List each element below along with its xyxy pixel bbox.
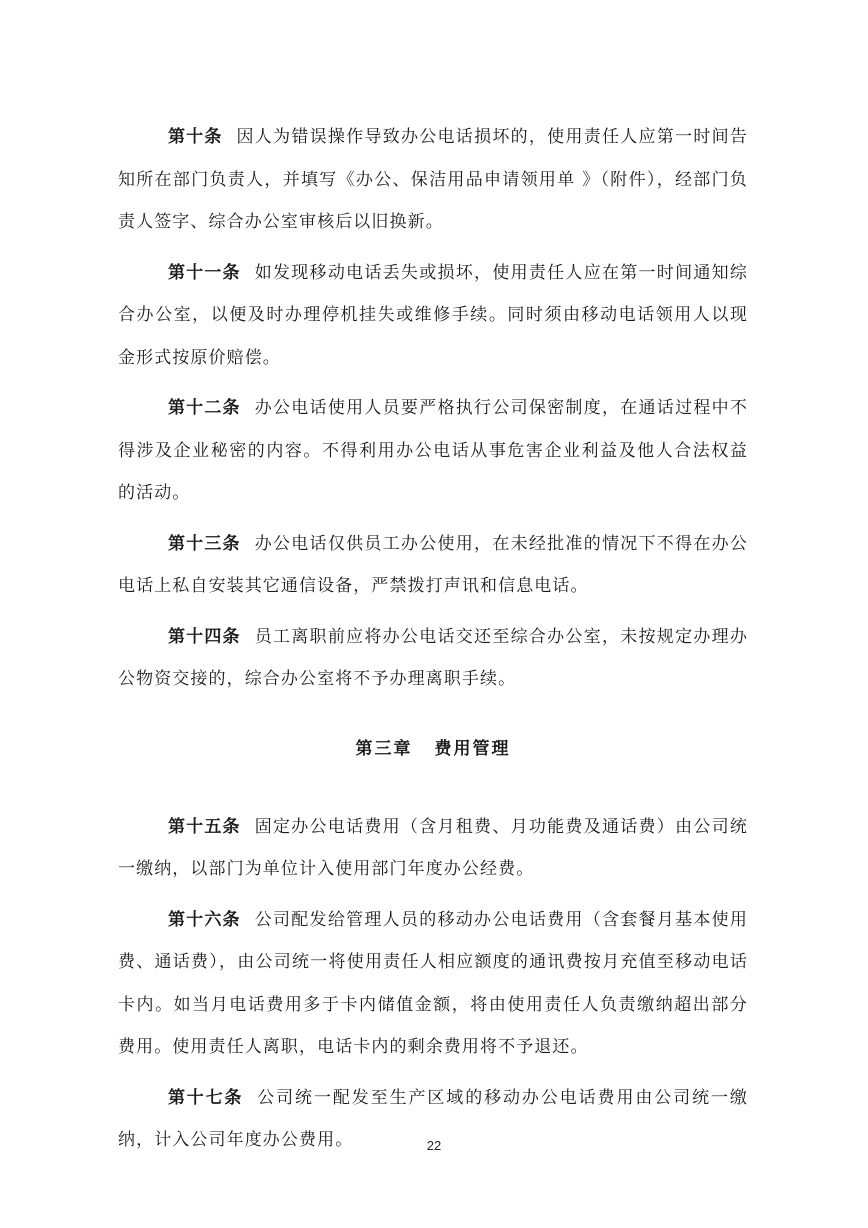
- article-text: 固定办公电话费用（含月租费、月功能费及通话费）由公司统一缴纳，以部门为单位计入使用部门年度办公经费。: [118, 816, 749, 879]
- page-number: 22: [426, 1138, 442, 1153]
- article-13: [118, 523, 748, 608]
- article-number: 第十二条: [168, 398, 241, 418]
- article-text: 公司统一配发至生产区域的移动办公电话费用由公司统一缴纳，计入公司年度办公费用。: [118, 1087, 748, 1150]
- chapter-number: 第三章: [355, 738, 413, 759]
- article-11: [118, 252, 748, 380]
- article-number: 第十六条: [168, 909, 241, 930]
- article-number: 第十七条: [168, 1087, 244, 1108]
- article-14: [118, 616, 748, 701]
- chapter-title: 费用管理: [434, 738, 511, 759]
- article-16: [118, 899, 748, 1069]
- article-10: [118, 116, 748, 244]
- article-15: [118, 806, 748, 891]
- article-text: 如发现移动电话丢失或损坏，使用责任人应在第一时间通知综合办公室，以便及时办理停机挂失或维修手续。同时须由移动电话领用人以现金形式按原价赔偿。: [118, 262, 749, 368]
- article-text: 办公电话使用人员要严格执行公司保密制度，在通话过程中不得涉及企业秘密的内容。不得利用办公电话从事危害企业利益及他人合法权益的活动。: [118, 398, 749, 503]
- article-text: 员工离职前应将办公电话交还至综合办公室，未按规定办理办公物资交接的，综合办公室将不予办理离职手续。: [118, 626, 749, 689]
- chapter-heading: [118, 728, 748, 770]
- article-number: 第十条: [168, 127, 223, 147]
- article-number: 第十四条: [168, 626, 241, 647]
- article-12: [118, 387, 748, 515]
- article-number: 第十一条: [168, 262, 241, 283]
- article-number: 第十五条: [168, 816, 241, 837]
- article-number: 第十三条: [168, 533, 241, 554]
- article-text: 办公电话仅供员工办公使用，在未经批准的情况下不得在办公电话上私自安装其它通信设备，严禁拨打声讯和信息电话。: [118, 533, 749, 596]
- article-text: 公司配发给管理人员的移动办公电话费用（含套餐月基本使用费、通话费），由公司统一将使用责任人相应额度的通讯费按月充值至移动电话卡内。如当月电话费用多于卡内储值金额，将由使用责任人负责缴纳超出部分费用。使用责任人离职，电话卡内的剩余费用将不予退还。: [118, 909, 749, 1057]
- page-body: [118, 116, 748, 1170]
- article-text: 因人为错误操作导致办公电话损坏的，使用责任人应第一时间告知所在部门负责人，并填写《办公、保洁用品申请领用单 》（附件），经部门负责人签字、综合办公室审核后以旧换新。: [118, 127, 748, 232]
